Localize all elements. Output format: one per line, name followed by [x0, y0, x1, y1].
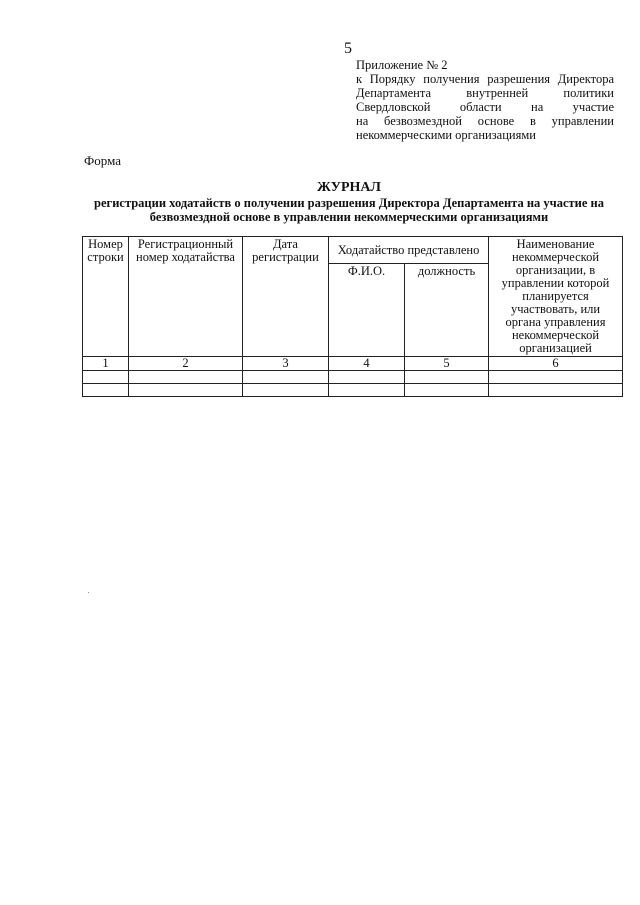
journal-subtitle-line: безвозмездной основе в управлении некоммерческими организациями	[149, 210, 549, 224]
appendix-title: Приложение № 2	[356, 58, 448, 72]
table-cell	[489, 384, 623, 397]
page-number: 5	[344, 40, 352, 57]
appendix-line: к Порядку получения разрешения Директора	[356, 72, 614, 86]
appendix-line: на безвозмездной основе в управлении	[356, 114, 614, 128]
appendix-line: некоммерческими организациями	[356, 128, 536, 142]
column-number-row	[83, 357, 623, 371]
header-full-name: Ф.И.О.	[329, 264, 405, 357]
column-number: 4	[329, 357, 405, 371]
journal-subtitle	[84, 196, 614, 224]
register-table	[82, 236, 623, 397]
column-number: 5	[405, 357, 489, 371]
table-cell	[83, 384, 129, 397]
table-row	[83, 371, 623, 384]
column-number: 3	[243, 357, 329, 371]
appendix-block	[356, 58, 614, 142]
table-cell	[83, 371, 129, 384]
header-row-number: Номер строки	[83, 237, 129, 357]
table-cell	[489, 371, 623, 384]
form-label: Форма	[84, 153, 121, 168]
appendix-line: Департамента внутренней политики	[356, 86, 614, 100]
column-number: 1	[83, 357, 129, 371]
table-row	[83, 384, 623, 397]
table-header-row	[83, 237, 623, 264]
table-cell	[329, 384, 405, 397]
appendix-line: Свердловской области на участие	[356, 100, 614, 114]
table-cell	[129, 371, 243, 384]
journal-subtitle-line: регистрации ходатайств о получении разрешения Директора Департамента на участие на	[94, 196, 604, 210]
scan-speck	[88, 592, 89, 593]
table-cell	[243, 384, 329, 397]
header-petition-submitted: Ходатайство представлено	[329, 237, 489, 264]
column-number: 6	[489, 357, 623, 371]
column-number: 2	[129, 357, 243, 371]
header-registration-number: Регистрационный номер ходатайства	[129, 237, 243, 357]
table-cell	[329, 371, 405, 384]
table-cell	[405, 384, 489, 397]
table-cell	[129, 384, 243, 397]
header-registration-date: Дата регистрации	[243, 237, 329, 357]
header-position: должность	[405, 264, 489, 357]
header-organization: Наименование некоммерческой организации, в управлении которой планируется участвовать, или органа управления некоммерческой организацией	[489, 237, 623, 357]
journal-title: ЖУРНАЛ	[317, 180, 381, 195]
table-cell	[405, 371, 489, 384]
table-cell	[243, 371, 329, 384]
